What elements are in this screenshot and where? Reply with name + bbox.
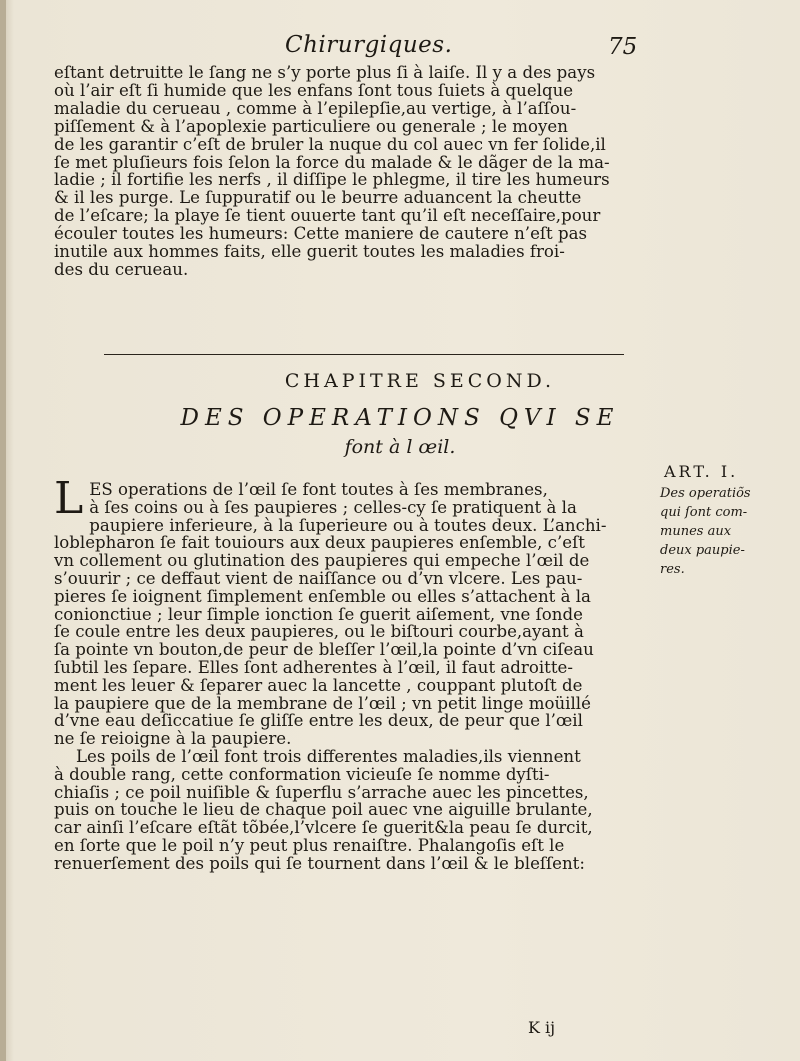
- text-line: de les garantir c’eſt de bruler la nuque du col auec vn fer ſolide,il: [54, 134, 606, 154]
- text-line: ſe met pluſieurs fois ſelon la force du malade & le dãger de la ma-: [54, 152, 610, 172]
- text-line: à double rang, cette conformation vicieuſe ſe nomme dyſti-: [54, 764, 550, 784]
- text-line: où l’air eſt ſi humide que les enfans ſont tous ſuiets à quelque: [54, 80, 574, 100]
- text-line: car ainſi l’eſcare eſtãt tõbée,l’vlcere ſe guerit&la peau ſe durcit,: [54, 818, 593, 838]
- chapter-heading: CHAPITRE SECOND.: [284, 370, 556, 392]
- text-line: pieres ſe ioignent ſimplement enſemble ou elles s’attachent à la: [54, 586, 591, 606]
- page-header: [0, 32, 800, 66]
- text-line: loblepharon ſe fait touiours aux deux paupieres enſemble, c’eſt: [54, 533, 585, 553]
- text-line: puis on touche le lieu de chaque poil auec vne aiguille brulante,: [54, 800, 593, 820]
- text-line: ment les leuer & ſeparer auec la lancette , couppant plutoſt de: [54, 675, 583, 695]
- text-line: d’vne eau deſiccatiue ſe gliſſe entre les deux, de peur que l’œil: [54, 711, 583, 731]
- text-line: s’ouurir ; ce deffaut vient de naiſſance ou d’vn vlcere. Les pau-: [54, 568, 583, 588]
- text-line: ladie ; il fortifie les nerfs , il diſſipe le phlegme, il tire les humeurs: [54, 170, 610, 190]
- text-line: des du cerueau.: [54, 259, 189, 279]
- section-subheading: font à l œil.: [344, 436, 456, 458]
- chapter-paragraph: [54, 473, 654, 873]
- text-line: renuerſement des poils qui ſe tournent dans l’œil & le bleſſent:: [54, 853, 585, 873]
- text-line: ſa pointe vn bouton,de peur de bleſſer l’œil,la pointe d’vn ciſeau: [54, 640, 594, 660]
- text-line: écouler toutes les humeurs: Cette maniere de cautere n’eſt pas: [54, 224, 588, 244]
- page-gutter-edge: [0, 0, 6, 1061]
- article-label: ART. I.: [664, 462, 739, 481]
- section-heading: DES OPERATIONS QVI SE: [180, 405, 620, 431]
- text-line: ne ſe reioigne à la paupiere.: [54, 729, 292, 749]
- text-line: vn collement ou glutination des paupieres qui empeche l’œil de: [54, 551, 590, 571]
- margin-note-line: munes aux: [660, 524, 732, 539]
- section-divider-rule: [104, 354, 624, 355]
- text-line: & il les purge. Le ſuppuratif ou le beurre aduancent la cheutte: [54, 188, 582, 208]
- margin-note: [660, 484, 770, 579]
- text-line: de l’eſcare; la playe ſe tient ouuerte tant qu’il eſt neceſſaire,pour: [54, 206, 601, 226]
- text-line: en ſorte que le poil n’y peut plus renaiſtre. Phalangoſis eſt le: [54, 835, 565, 855]
- text-line: chiaſis ; ce poil nuiſible & ſuperflu s’arrache auec les pincettes,: [54, 782, 589, 802]
- text-line: ſe coule entre les deux paupieres, ou le biſtouri courbe,ayant à: [54, 622, 584, 642]
- text-line: ES operations de l’œil ſe font toutes à ſes membranes,: [89, 480, 548, 499]
- text-line: Les poils de l’œil font trois differentes maladies,ils viennent: [76, 746, 581, 766]
- text-line: à ſes coins ou à ſes paupieres ; celles-cy ſe pratiquent à la: [89, 497, 577, 517]
- text-line: paupiere inferieure, à la ſuperieure ou à toutes deux. L’anchi-: [89, 515, 607, 535]
- text-line: ſubtil les ſepare. Elles ſont adherentes à l’œil, il faut adroitte-: [54, 657, 573, 677]
- text-line: maladie du cerueau , comme à l’epilepſie,au vertige, à l’aſſou-: [54, 98, 577, 118]
- text-line: inutile aux hommes faits, elle guerit toutes les maladies froi-: [54, 242, 565, 262]
- text-line: la paupiere que de la membrane de l’œil ; vn petit linge moüillé: [54, 693, 591, 713]
- margin-note-line: Des operatiõs: [660, 486, 751, 501]
- paragraph-continued: [54, 64, 666, 279]
- running-head: Chirurgiques.: [285, 32, 453, 58]
- text-line: eſtant detruitte le ſang ne s’y porte plus ſi à laiſe. Il y a des pays: [54, 63, 596, 82]
- margin-note-line: res.: [660, 562, 685, 577]
- page-number: 75: [608, 34, 638, 60]
- text-line: conionctiue ; leur ſimple ionction ſe guerit aiſement, vne ſonde: [54, 604, 583, 624]
- drop-cap: L: [54, 473, 84, 524]
- margin-note-line: qui ſont com-: [660, 505, 748, 520]
- text-line: piſſement & à l’apoplexie particuliere ou generale ; le moyen: [54, 116, 568, 136]
- margin-note-line: deux paupie-: [660, 543, 745, 558]
- signature-mark: K ij: [528, 1018, 556, 1037]
